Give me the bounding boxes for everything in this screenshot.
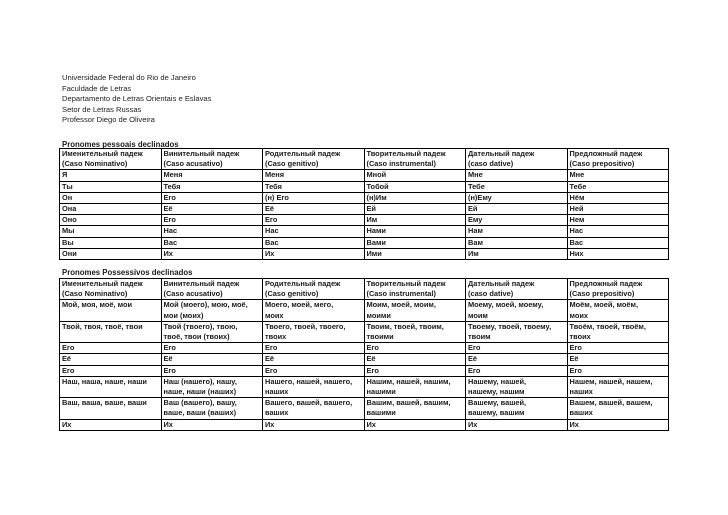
- cell-line: Их: [265, 248, 275, 258]
- table-cell: [60, 226, 162, 237]
- table-cell: [60, 398, 162, 419]
- table-cell: [466, 419, 568, 430]
- cell-line: Его: [569, 343, 582, 353]
- cell-line: Предложный падеж: [569, 149, 643, 158]
- cell-line: Их: [468, 419, 478, 429]
- table-cell: [60, 343, 162, 354]
- cell-line: Нём: [569, 192, 585, 202]
- table-row: [60, 343, 669, 354]
- table-cell: [263, 300, 365, 321]
- table-cell: [567, 354, 669, 365]
- table-cell: [161, 215, 263, 226]
- cell-line: Их: [62, 419, 72, 429]
- cell-line: (Caso instrumental): [366, 289, 436, 299]
- table-cell: [466, 204, 568, 215]
- table-cell: [466, 215, 568, 226]
- possessive-pronouns-title: Pronomes Possessivos declinados: [62, 268, 193, 277]
- cell-line: Вами: [366, 237, 386, 247]
- table-cell: [567, 300, 669, 321]
- cell-line: Ней: [569, 204, 584, 214]
- table-row: [60, 204, 669, 215]
- cell-line: Оно: [62, 215, 77, 225]
- cell-line: Ей: [468, 204, 478, 214]
- cell-line: твоим: [468, 332, 491, 342]
- cell-line: Его: [468, 365, 481, 375]
- cell-line: наше, наши (наших): [163, 387, 237, 397]
- table-cell: [161, 419, 263, 430]
- table-cell: [263, 192, 365, 203]
- cell-line: Её: [163, 204, 173, 214]
- cell-line: Ваш (вашего), вашу,: [163, 398, 237, 408]
- header-cell: [364, 279, 466, 300]
- possessive-pronouns-table: [59, 278, 669, 431]
- cell-line: Нем: [569, 215, 585, 225]
- personal-pronouns-table: [59, 148, 669, 260]
- table-cell: [567, 237, 669, 248]
- table-cell: [161, 376, 263, 397]
- table-cell: [364, 354, 466, 365]
- cell-line: (н)Им: [366, 192, 387, 202]
- table-cell: [364, 170, 466, 181]
- table-cell: [364, 419, 466, 430]
- cell-line: Их: [163, 248, 173, 258]
- table-cell: [567, 376, 669, 397]
- cell-line: Твой, твоя, твоё, твои: [62, 321, 143, 331]
- cell-line: мои (моих): [163, 310, 204, 320]
- header-cell: [466, 279, 568, 300]
- cell-line: Его: [163, 215, 176, 225]
- cell-line: Его: [163, 365, 176, 375]
- cell-line: Его: [163, 343, 176, 353]
- cell-line: Он: [62, 192, 73, 202]
- header-cell: [364, 149, 466, 170]
- cell-line: Меня: [163, 170, 183, 180]
- cell-line: Твоим, твоей, твоим,: [366, 321, 444, 331]
- table-row: [60, 170, 669, 181]
- header-cell: [263, 149, 365, 170]
- cell-line: Нас: [163, 226, 178, 236]
- table-cell: [364, 215, 466, 226]
- cell-line: Им: [366, 215, 378, 225]
- table-row: [60, 237, 669, 248]
- table-cell: [466, 192, 568, 203]
- cell-line: Им: [468, 248, 479, 258]
- cell-line: нашими: [366, 387, 396, 397]
- table-cell: [263, 204, 365, 215]
- table-row: [60, 398, 669, 419]
- table-cell: [567, 343, 669, 354]
- table-cell: [364, 237, 466, 248]
- table-row: [60, 192, 669, 203]
- table-cell: [466, 354, 568, 365]
- cell-line: Её: [265, 204, 275, 214]
- cell-line: Их: [265, 419, 275, 429]
- table-cell: [364, 376, 466, 397]
- cell-line: (caso dative): [468, 289, 514, 299]
- table-cell: [466, 300, 568, 321]
- cell-line: Вам: [468, 237, 483, 247]
- table-row: [60, 226, 669, 237]
- cell-line: ваше, ваши (ваших): [163, 408, 237, 418]
- cell-line: (Caso Nominativo): [62, 289, 128, 299]
- table-cell: [161, 365, 263, 376]
- table-cell: [466, 343, 568, 354]
- header-cell: [60, 279, 162, 300]
- cell-line: Мой (моего), мою, моё,: [163, 300, 248, 310]
- cell-line: Именительный падеж: [62, 279, 143, 288]
- table-cell: [60, 192, 162, 203]
- header-line-sector: Setor de Letras Russas: [62, 104, 142, 114]
- cell-line: (Caso genitivo): [265, 159, 319, 169]
- table-cell: [161, 354, 263, 365]
- cell-line: твоими: [366, 332, 394, 342]
- cell-line: (Caso acusativo): [163, 159, 223, 169]
- table-row: [60, 365, 669, 376]
- cell-line: Твой (твоего), твою,: [163, 321, 238, 331]
- cell-line: моими: [366, 310, 391, 320]
- header-line-department: Departamento de Letras Orientais e Eslavas: [62, 94, 212, 104]
- table-cell: [161, 226, 263, 237]
- cell-line: Её: [468, 354, 478, 364]
- cell-line: Его: [366, 365, 379, 375]
- table-cell: [60, 215, 162, 226]
- cell-line: наших: [265, 387, 289, 397]
- table-cell: [567, 181, 669, 192]
- cell-line: Ему: [468, 215, 483, 225]
- table-cell: [567, 170, 669, 181]
- cell-line: вашему, вашим: [468, 408, 525, 418]
- table-cell: [161, 170, 263, 181]
- table-cell: [567, 321, 669, 342]
- table-cell: [263, 343, 365, 354]
- table-header-row: [60, 279, 669, 300]
- cell-line: Мне: [569, 170, 585, 180]
- table-cell: [161, 204, 263, 215]
- cell-line: Тобой: [366, 181, 389, 191]
- cell-line: Вашем, вашей, вашем,: [569, 398, 653, 408]
- cell-line: Его: [468, 343, 481, 353]
- table-cell: [364, 181, 466, 192]
- table-cell: [567, 248, 669, 259]
- cell-line: Моему, моей, моему,: [468, 300, 544, 310]
- table-cell: [263, 321, 365, 342]
- cell-line: (н) Его: [265, 192, 289, 202]
- cell-line: Его: [265, 343, 278, 353]
- cell-line: моих: [569, 310, 589, 320]
- cell-line: ваших: [265, 408, 289, 418]
- cell-line: (н)Ему: [468, 192, 492, 202]
- cell-line: (Caso prepositivo): [569, 289, 635, 299]
- cell-line: Творительный падеж: [366, 149, 446, 158]
- table-cell: [60, 248, 162, 259]
- table-cell: [60, 204, 162, 215]
- cell-line: Её: [163, 354, 173, 364]
- table-cell: [567, 204, 669, 215]
- cell-line: Винительный падеж: [163, 279, 240, 288]
- cell-line: Мной: [366, 170, 387, 180]
- cell-line: Их: [366, 419, 376, 429]
- table-cell: [263, 398, 365, 419]
- header-cell: [161, 149, 263, 170]
- header-cell: [60, 149, 162, 170]
- cell-line: Тебе: [468, 181, 485, 191]
- cell-line: Вас: [265, 237, 279, 247]
- cell-line: Именительный падеж: [62, 149, 143, 158]
- cell-line: Его: [62, 343, 75, 353]
- table-cell: [161, 237, 263, 248]
- table-header-row: [60, 149, 669, 170]
- table-cell: [161, 398, 263, 419]
- table-cell: [263, 170, 365, 181]
- table-cell: [263, 365, 365, 376]
- cell-line: вашими: [366, 408, 396, 418]
- table-cell: [466, 376, 568, 397]
- cell-line: Них: [569, 248, 584, 258]
- cell-line: Его: [265, 215, 278, 225]
- cell-line: Мы: [62, 226, 75, 236]
- cell-line: Меня: [265, 170, 285, 180]
- cell-line: Вас: [163, 237, 178, 247]
- header-line-faculty: Faculdade de Letras: [62, 83, 132, 93]
- header-cell: [466, 149, 568, 170]
- cell-line: моих: [265, 310, 284, 320]
- cell-line: Нас: [569, 226, 584, 236]
- cell-line: наших: [569, 387, 593, 397]
- table-cell: [466, 398, 568, 419]
- table-cell: [161, 343, 263, 354]
- cell-line: Дательный падеж: [468, 149, 535, 158]
- cell-line: (Caso Nominativo): [62, 159, 128, 169]
- personal-pronouns-title: Pronomes pessoais declinados: [62, 140, 179, 149]
- cell-line: Её: [62, 354, 72, 364]
- cell-line: Её: [569, 354, 579, 364]
- table-cell: [60, 321, 162, 342]
- cell-line: (caso dative): [468, 159, 514, 169]
- cell-line: Моим, моей, моим,: [366, 300, 436, 310]
- table-cell: [60, 300, 162, 321]
- cell-line: (Caso prepositivo): [569, 159, 635, 169]
- cell-line: Вашему, вашей,: [468, 398, 527, 408]
- cell-line: Наш (нашего), нашу,: [163, 376, 237, 386]
- cell-line: Наш, наша, наше, наши: [62, 376, 147, 386]
- cell-line: Мой, моя, моё, мои: [62, 300, 133, 310]
- table-row: [60, 321, 669, 342]
- cell-line: Дательный падеж: [468, 279, 535, 288]
- cell-line: Их: [569, 419, 579, 429]
- header-cell: [263, 279, 365, 300]
- table-cell: [364, 226, 466, 237]
- cell-line: Тебя: [265, 181, 282, 191]
- cell-line: Их: [163, 419, 173, 429]
- table-cell: [60, 365, 162, 376]
- table-cell: [60, 376, 162, 397]
- cell-line: Вы: [62, 237, 74, 247]
- table-cell: [60, 237, 162, 248]
- cell-line: Она: [62, 204, 77, 214]
- cell-line: Ей: [366, 204, 376, 214]
- cell-line: (Caso acusativo): [163, 289, 223, 299]
- cell-line: Его: [569, 365, 582, 375]
- cell-line: Его: [265, 365, 278, 375]
- cell-line: Нашим, нашей, нашим,: [366, 376, 451, 386]
- cell-line: Ты: [62, 181, 73, 191]
- cell-line: Моего, моей, мего,: [265, 300, 334, 310]
- table-cell: [466, 181, 568, 192]
- table-cell: [567, 192, 669, 203]
- cell-line: Я: [62, 170, 68, 180]
- cell-line: Нашему, нашей,: [468, 376, 527, 386]
- cell-line: ваших: [569, 408, 593, 418]
- table-cell: [364, 398, 466, 419]
- cell-line: Нам: [468, 226, 483, 236]
- document-header: [62, 73, 211, 126]
- cell-line: Вас: [569, 237, 584, 247]
- table-row: [60, 376, 669, 397]
- cell-line: Вашим, вашей, вашим,: [366, 398, 451, 408]
- table-row: [60, 215, 669, 226]
- table-cell: [466, 170, 568, 181]
- cell-line: Мне: [468, 170, 483, 180]
- header-cell: [161, 279, 263, 300]
- cell-line: твоих: [569, 332, 591, 342]
- cell-line: Родительный падеж: [265, 149, 341, 158]
- table-cell: [466, 365, 568, 376]
- cell-line: Родительный падеж: [265, 279, 341, 288]
- cell-line: Её: [265, 354, 275, 364]
- cell-line: Нашем, нашей, нашем,: [569, 376, 653, 386]
- table-cell: [60, 419, 162, 430]
- table-row: [60, 354, 669, 365]
- table-cell: [567, 419, 669, 430]
- cell-line: (Caso genitivo): [265, 289, 319, 299]
- cell-line: Ваш, ваша, ваше, ваши: [62, 398, 147, 408]
- cell-line: Тебе: [569, 181, 587, 191]
- cell-line: твоих: [265, 332, 287, 342]
- cell-line: твоё, твои (твоих): [163, 332, 230, 342]
- table-cell: [364, 321, 466, 342]
- cell-line: Они: [62, 248, 77, 258]
- table-cell: [466, 248, 568, 259]
- cell-line: Его: [62, 365, 75, 375]
- cell-line: Ими: [366, 248, 382, 258]
- table-cell: [364, 204, 466, 215]
- table-cell: [263, 248, 365, 259]
- table-cell: [161, 192, 263, 203]
- cell-line: (Caso instrumental): [366, 159, 436, 169]
- table-cell: [263, 226, 365, 237]
- table-cell: [466, 237, 568, 248]
- table-cell: [161, 321, 263, 342]
- table-cell: [263, 215, 365, 226]
- header-cell: [567, 149, 669, 170]
- cell-line: Творительный падеж: [366, 279, 446, 288]
- cell-line: Твоему, твоей, твоему,: [468, 321, 552, 331]
- cell-line: Его: [163, 192, 176, 202]
- table-cell: [466, 321, 568, 342]
- table-cell: [567, 398, 669, 419]
- cell-line: нашему, нашим: [468, 387, 525, 397]
- table-row: [60, 300, 669, 321]
- table-cell: [567, 365, 669, 376]
- table-cell: [161, 248, 263, 259]
- header-line-professor: Professor Diego de Oliveira: [62, 115, 155, 125]
- cell-line: Моём, моей, моём,: [569, 300, 639, 310]
- header-cell: [567, 279, 669, 300]
- table-cell: [567, 226, 669, 237]
- table-cell: [161, 300, 263, 321]
- header-line-university: Universidade Federal do Rio de Janeiro: [62, 73, 196, 82]
- table-cell: [364, 192, 466, 203]
- table-cell: [364, 300, 466, 321]
- table-row: [60, 248, 669, 259]
- cell-line: Нашего, нашей, нашего,: [265, 376, 353, 386]
- cell-line: Винительный падеж: [163, 149, 240, 158]
- cell-line: Твоего, твоей, твоего,: [265, 321, 346, 331]
- table-cell: [60, 170, 162, 181]
- table-cell: [263, 181, 365, 192]
- table-cell: [263, 376, 365, 397]
- cell-line: Нами: [366, 226, 386, 236]
- cell-line: Нас: [265, 226, 279, 236]
- cell-line: Вашего, вашей, вашего,: [265, 398, 353, 408]
- table-cell: [60, 181, 162, 192]
- cell-line: Её: [366, 354, 376, 364]
- table-cell: [161, 181, 263, 192]
- cell-line: Его: [366, 343, 379, 353]
- table-cell: [60, 354, 162, 365]
- cell-line: Тебя: [163, 181, 181, 191]
- cell-line: моим: [468, 310, 488, 320]
- table-cell: [364, 343, 466, 354]
- table-cell: [263, 419, 365, 430]
- table-cell: [466, 226, 568, 237]
- table-row: [60, 181, 669, 192]
- cell-line: Предложный падеж: [569, 279, 643, 288]
- table-row: [60, 419, 669, 430]
- cell-line: Твоём, твоей, твоём,: [569, 321, 646, 331]
- table-cell: [364, 248, 466, 259]
- table-cell: [567, 215, 669, 226]
- table-cell: [364, 365, 466, 376]
- table-cell: [263, 237, 365, 248]
- table-cell: [263, 354, 365, 365]
